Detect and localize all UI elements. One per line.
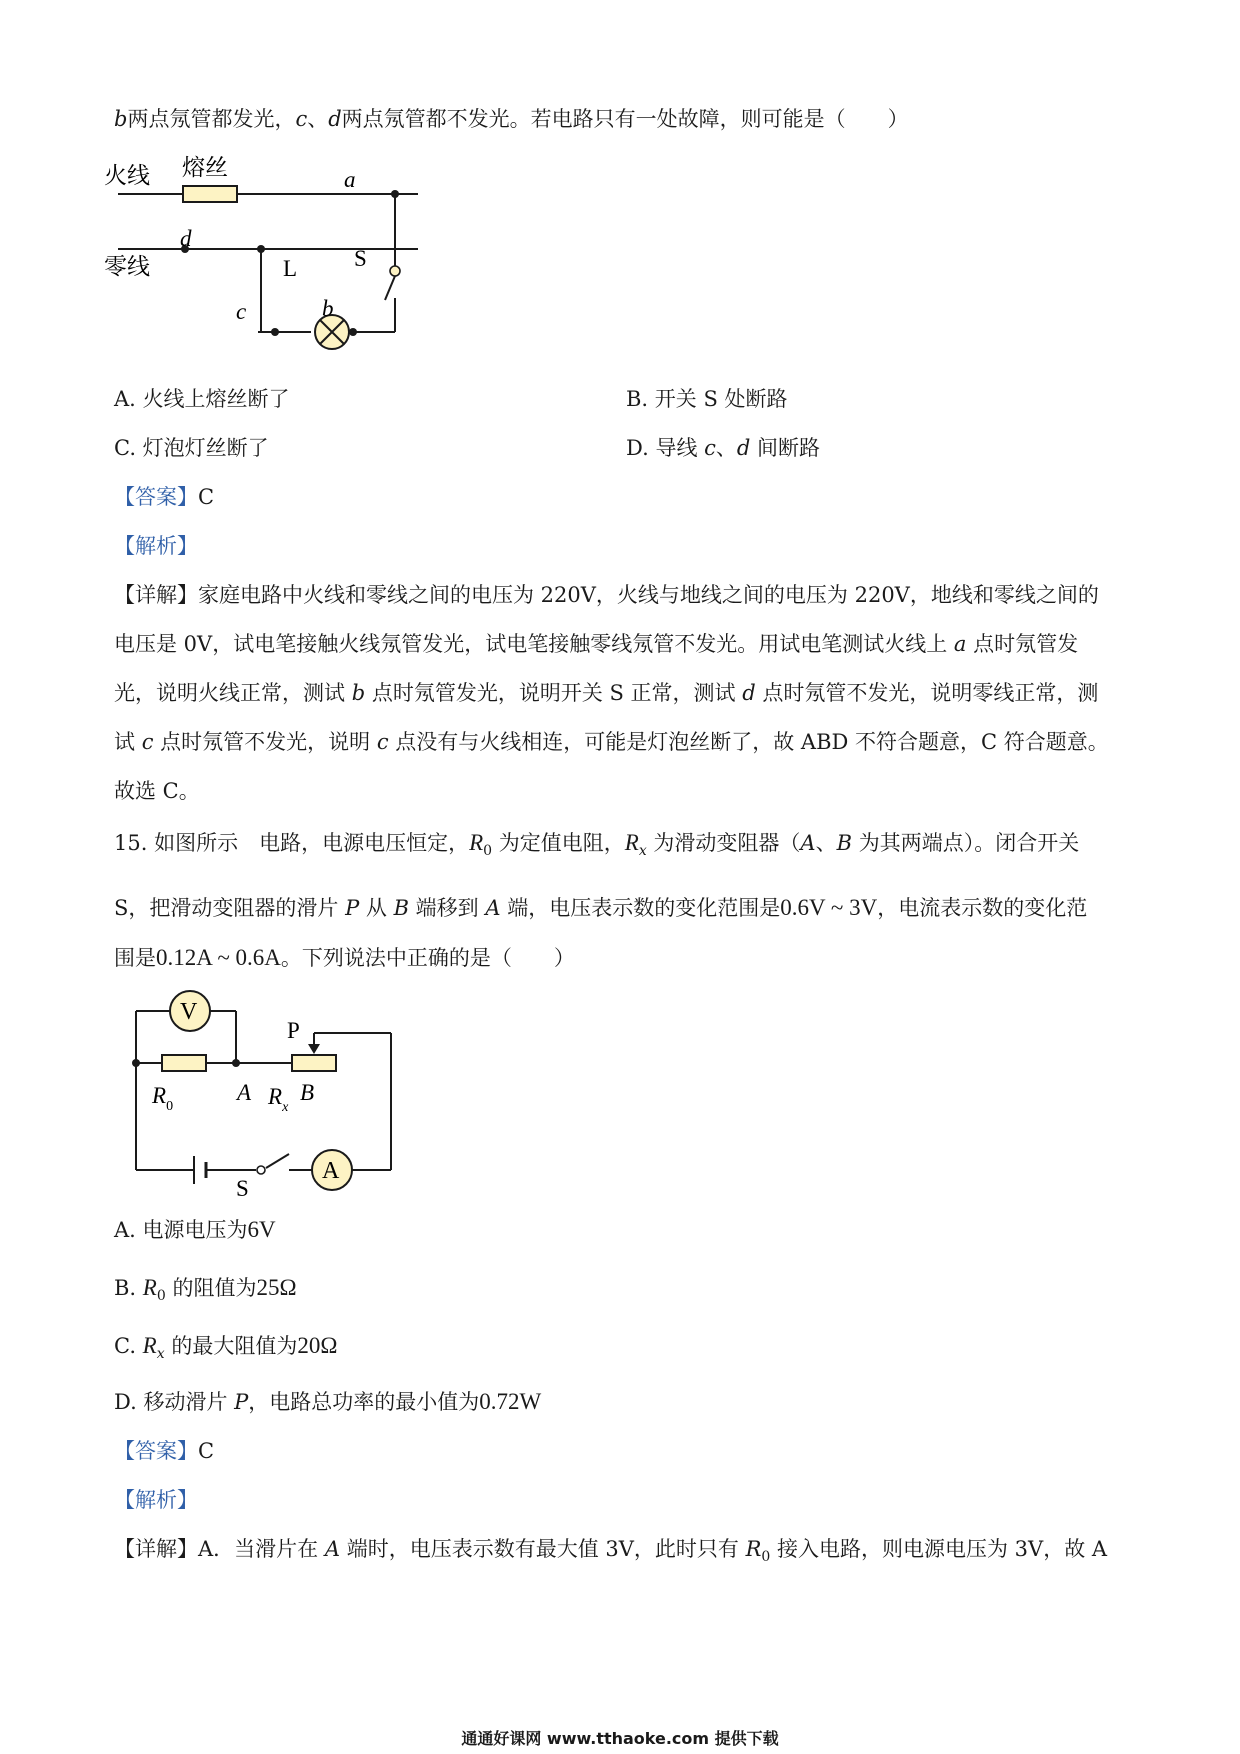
q14-stem-b: b xyxy=(114,107,128,131)
node-left xyxy=(132,1059,140,1067)
label-c: c xyxy=(236,299,247,324)
q15-stem-text3a: 围是 xyxy=(114,946,156,970)
q15-detail-r0-sub: 0 xyxy=(761,1549,771,1566)
page-footer: 通通好课网 www.tthaoke.com 提供下载 xyxy=(461,1729,779,1748)
q14-detail-text4b: 点时氖管不发光，说明 xyxy=(153,730,377,754)
q15-circuit-diagram xyxy=(118,988,400,1206)
q14-option-d[interactable] xyxy=(626,433,820,463)
q14-option-d-c: c xyxy=(704,436,716,460)
q14-option-b[interactable]: B. 开关 S 处断路 xyxy=(626,387,788,411)
node-mid xyxy=(232,1059,240,1067)
label-s: S xyxy=(236,1176,249,1201)
q14-option-c[interactable]: C. 灯泡灯丝断了 xyxy=(114,436,269,460)
q14-stem-d: d xyxy=(328,107,342,131)
q14-detail-var-a: a xyxy=(953,632,967,656)
label-r0 xyxy=(151,1083,173,1114)
q15-detail-var-a: A xyxy=(324,1537,341,1561)
q15-detail-text1c: 接入电路，则电源电压为 3V，故 A xyxy=(770,1537,1108,1561)
node-b xyxy=(349,328,357,336)
q14-stem-part2: 两点氖管都不发光。若电路只有一处故障，则可能是（ ） xyxy=(341,107,909,131)
q15-stem-rx-sub: x xyxy=(638,843,647,860)
label-b-terminal: B xyxy=(300,1080,315,1105)
q15-option-d-prefix: D. 移动滑片 xyxy=(114,1390,235,1414)
q14-circuit-diagram xyxy=(100,148,430,366)
q15-option-b-mid: 的阻值为 xyxy=(165,1276,257,1300)
q14-detail-var-d: d xyxy=(742,681,756,705)
q15-stem-text2e: ，电流表示数的变化范 xyxy=(877,896,1088,920)
q15-stem-b: B xyxy=(836,831,853,855)
q15-stem-text1c: 为滑动变阻器（ xyxy=(646,831,801,855)
q15-option-b-sub: 0 xyxy=(156,1288,166,1305)
q15-stem-rx: R xyxy=(624,830,639,855)
q14-detail-text1: 家庭电路中火线和零线之间的电压为 220V，火线与地线之间的电压为 220V，地线和零线之间的 xyxy=(198,583,1099,607)
q15-detail-r0: R xyxy=(745,1537,762,1561)
q15-stem-text2a: S，把滑动变阻器的滑片 xyxy=(114,896,346,920)
q15-option-b-r: R xyxy=(142,1275,157,1300)
q15-stem-text1a: 15. 如图所示 电路，电源电压恒定， xyxy=(114,831,470,855)
q15-option-c-mid: 的最大阻值为 xyxy=(164,1334,298,1358)
q15-stem-line3 xyxy=(114,943,575,973)
q14-detail-line3 xyxy=(114,678,1098,708)
label-rx-main: R xyxy=(268,1084,283,1109)
q15-detail-text1a: A．当滑片在 xyxy=(198,1537,325,1561)
q15-option-a[interactable] xyxy=(114,1215,276,1245)
q15-stem-text2d: 端，电压表示数的变化范围是 xyxy=(500,896,781,920)
q15-option-d-mid: ，电路总功率的最小值为 xyxy=(248,1390,480,1414)
slider-arrow xyxy=(308,1044,320,1054)
q14-detail-var-c1: c xyxy=(141,730,154,754)
q15-answer-value: C xyxy=(198,1439,215,1463)
q15-option-d-value: 0.72W xyxy=(479,1389,542,1414)
q15-detail-text1b: 端时，电压表示数有最大值 3V，此时只有 xyxy=(340,1537,746,1561)
q15-option-b[interactable] xyxy=(114,1273,297,1311)
q14-option-d-d: d xyxy=(736,436,751,460)
label-a-terminal: A xyxy=(237,1080,252,1105)
q15-stem-text1b: 为定值电阻， xyxy=(492,831,625,855)
q15-option-c-value: 20Ω xyxy=(297,1333,338,1358)
q15-detail-label: 【详解】 xyxy=(114,1537,198,1561)
q15-detail-line1 xyxy=(114,1534,1107,1572)
q15-option-d-p: P xyxy=(234,1390,249,1414)
q15-option-b-value: 25Ω xyxy=(256,1275,297,1300)
q14-detail-text4c: 点没有与火线相连，可能是灯泡丝断了，故 ABD 不符合题意，C 符合题意。 xyxy=(388,730,1109,754)
q14-option-d-sep: 、 xyxy=(715,436,737,460)
q15-stem-b2: B xyxy=(393,896,409,920)
label-r0-main: R xyxy=(152,1083,167,1108)
q14-detail-text2b: 点时氖管发 xyxy=(966,632,1079,656)
q15-option-c-sub: x xyxy=(156,1346,165,1363)
q15-option-c[interactable] xyxy=(114,1331,337,1369)
q14-answer-label: 【答案】 xyxy=(114,485,198,509)
label-a: a xyxy=(344,167,356,192)
q14-stem-part1: 两点氖管都发光， xyxy=(127,107,296,131)
q14-option-d-prefix: D. 导线 xyxy=(626,436,705,460)
q14-option-d-suffix: 间断路 xyxy=(750,436,821,460)
q15-option-a-prefix: A. 电源电压为 xyxy=(114,1218,248,1242)
q14-detail-var-c2: c xyxy=(376,730,389,754)
q15-current-range: 0.12A ~ 0.6A xyxy=(156,945,281,970)
label-lamp: L xyxy=(283,256,298,281)
node-c xyxy=(271,328,279,336)
fuse-symbol xyxy=(183,186,237,202)
rx-symbol xyxy=(292,1055,336,1071)
q14-stem xyxy=(114,104,909,134)
q14-detail-line4 xyxy=(114,727,1109,757)
q14-detail-text3c: 点时氖管不发光，说明零线正常，测 xyxy=(755,681,1099,705)
switch-contact xyxy=(257,1166,265,1174)
q15-answer-label: 【答案】 xyxy=(114,1439,198,1463)
q14-detail-text4a: 试 xyxy=(114,730,142,754)
q14-stem-sep: 、 xyxy=(307,107,329,131)
q15-option-d[interactable] xyxy=(114,1387,541,1417)
q14-detail-text3a: 光，说明火线正常，测试 xyxy=(114,681,352,705)
q15-stem-text2c: 端移到 xyxy=(409,896,486,920)
q15-stem-r0: R xyxy=(469,830,484,855)
label-b: b xyxy=(322,296,334,321)
label-neutral-wire: 零线 xyxy=(104,254,150,280)
q15-stem-a2: A xyxy=(485,896,501,920)
label-rx-sub: x xyxy=(282,1100,289,1115)
q14-analysis-label: 【解析】 xyxy=(114,534,198,558)
q14-detail-label: 【详解】 xyxy=(114,583,198,607)
q14-stem-c: c xyxy=(295,107,308,131)
r0-symbol xyxy=(162,1055,206,1071)
q14-detail-var-b: b xyxy=(351,681,366,705)
q14-answer xyxy=(114,482,214,512)
node-junction xyxy=(257,245,265,253)
q14-detail-text2a: 电压是 0V，试电笔接触火线氖管发光，试电笔接触零线氖管不发光。用试电笔测试火线上 xyxy=(114,632,954,656)
label-fuse: 熔丝 xyxy=(182,155,228,181)
q14-detail-line5: 故选 C。 xyxy=(114,779,200,803)
q15-stem-text3b: 。下列说法中正确的是（ ） xyxy=(280,946,575,970)
q15-stem-r0-sub: 0 xyxy=(483,843,493,860)
q15-option-b-prefix: B. xyxy=(114,1276,143,1300)
q15-stem-line2 xyxy=(114,893,1087,923)
ammeter-label: A xyxy=(322,1158,340,1184)
q15-option-c-r: R xyxy=(142,1333,157,1358)
label-d: d xyxy=(180,226,192,251)
q14-answer-value: C xyxy=(198,485,215,509)
q15-stem-text1d: 为其两端点）。闭合开关 xyxy=(852,831,1080,855)
label-p: P xyxy=(287,1018,300,1043)
q15-analysis-label: 【解析】 xyxy=(114,1488,198,1512)
q15-stem-a: A xyxy=(800,831,816,855)
switch-pivot xyxy=(390,266,400,276)
q14-detail-line2 xyxy=(114,629,1078,659)
q15-stem-text2b: 从 xyxy=(359,896,394,920)
label-rx xyxy=(267,1084,289,1115)
q15-voltage-range: 0.6V ~ 3V xyxy=(780,895,878,920)
q14-option-a[interactable]: A. 火线上熔丝断了 xyxy=(114,387,290,411)
q15-stem-sep: 、 xyxy=(815,831,837,855)
q15-option-a-value: 6V xyxy=(247,1217,276,1242)
q15-stem-line1 xyxy=(114,828,1079,866)
q14-detail-line1 xyxy=(114,580,1099,610)
label-switch: S xyxy=(354,246,367,271)
label-live-wire: 火线 xyxy=(104,163,150,189)
q15-option-c-prefix: C. xyxy=(114,1334,143,1358)
node-a xyxy=(391,190,399,198)
q14-detail-text3b: 点时氖管发光，说明开关 S 正常，测试 xyxy=(365,681,743,705)
q15-stem-p: P xyxy=(345,896,360,920)
q15-answer xyxy=(114,1436,214,1466)
voltmeter-label: V xyxy=(180,999,198,1025)
label-r0-sub: 0 xyxy=(166,1099,174,1114)
